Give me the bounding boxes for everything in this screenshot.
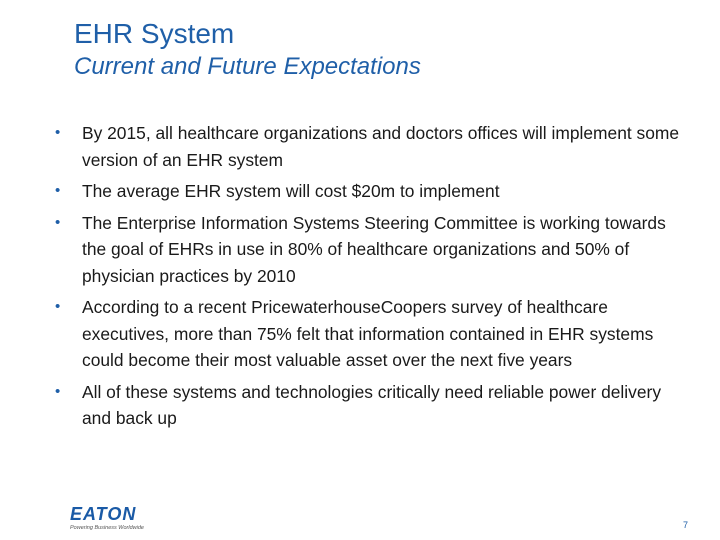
logo-wordmark: EATON bbox=[70, 504, 137, 524]
slide-title: EHR System bbox=[74, 18, 235, 49]
page-number: 7 bbox=[683, 520, 689, 530]
bullet-marker-icon: • bbox=[55, 382, 61, 400]
bullet-item bbox=[52, 379, 692, 432]
bullet-marker-icon: • bbox=[55, 182, 61, 199]
bullet-marker-icon: • bbox=[55, 124, 61, 141]
bullet-item bbox=[52, 120, 692, 173]
bullet-text: The average EHR system will cost $20m to implement bbox=[82, 181, 500, 201]
bullet-item bbox=[52, 294, 692, 374]
logo-tagline: Powering Business Worldwide bbox=[70, 525, 144, 531]
bullet-text: All of these systems and technologies critically need reliable power delivery and back up bbox=[82, 381, 662, 428]
bullet-item bbox=[52, 178, 692, 205]
bullet-list bbox=[52, 120, 692, 437]
bullet-item bbox=[52, 210, 692, 290]
bullet-marker-icon: • bbox=[55, 213, 61, 231]
bullet-text: The Enterprise Information Systems Steering Committee is working towards the goal of EHRs in use in 80% of healthcare organizations and 50% of physician practices by 2010 bbox=[82, 212, 666, 286]
bullet-text: By 2015, all healthcare organizations and doctors offices will implement some version of an EHR system bbox=[82, 123, 680, 170]
bullet-marker-icon: • bbox=[55, 298, 61, 315]
eaton-logo bbox=[70, 505, 170, 535]
slide-subtitle: Current and Future Expectations bbox=[74, 53, 421, 80]
bullet-text: According to a recent PricewaterhouseCoopers survey of healthcare executives, more than 75% felt that information contained in EHR systems could become their most valuable asset over the next five years bbox=[82, 297, 654, 370]
